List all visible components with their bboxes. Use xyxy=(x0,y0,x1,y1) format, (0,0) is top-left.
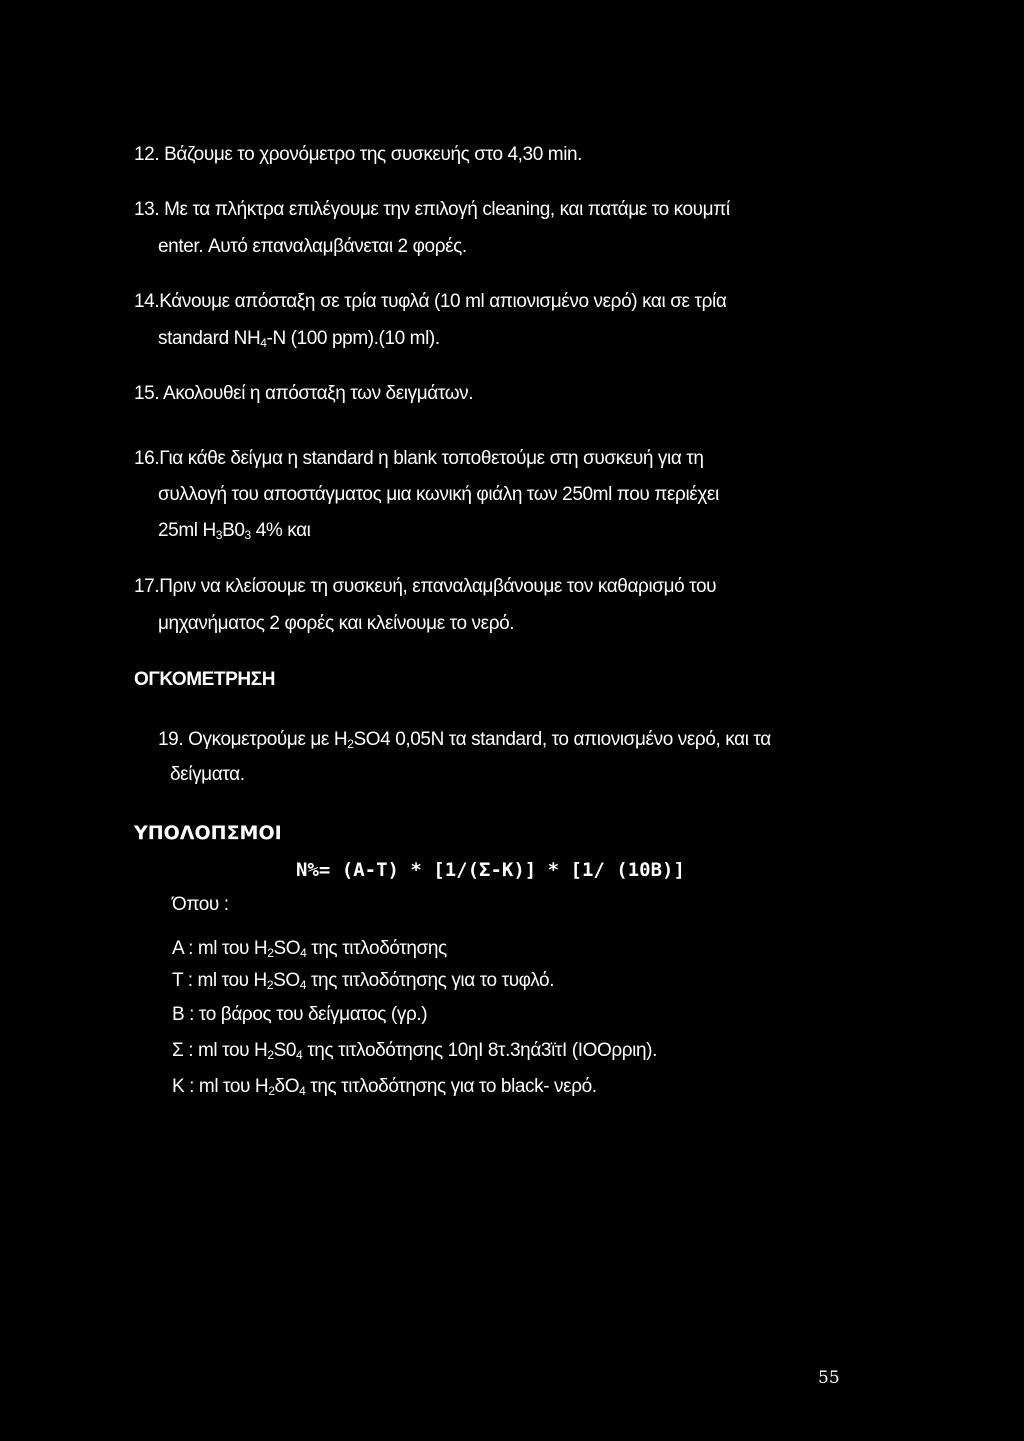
step-14-line-2: standard $NH_4-N$ (100 ppm).(10 ml). xyxy=(158,328,440,350)
step-14-line-1: 14.Κάνουμε απόσταξη σε τρία τυφλά (10 ml απιονισμένο νερό) και σε τρία xyxy=(134,291,727,312)
nitrogen-formula: N%= (A-T) * [1/(Σ-Κ)] * [1/ (10B)] xyxy=(296,859,685,881)
definition-b: B : το βάρος του δείγματος (γρ.) xyxy=(172,1004,428,1025)
definition-k: K : ml του $H_2\delta O_4$ της τιτλοδότησης για το black- νερό. xyxy=(172,1076,597,1098)
step-13-line-2: enter. Αυτό επαναλαμβάνεται 2 φορές. xyxy=(158,236,467,257)
definition-t: T : ml του $H_2SO_4$ της τιτλοδότησης για το τυφλό. xyxy=(172,970,555,992)
where-label: Όπου : xyxy=(172,894,229,915)
definition-a: A : ml του $H_2SO_4$ της τιτλοδότησης xyxy=(172,938,447,960)
titration-heading: ΟΓΚΟΜΕΤΡΗΣΗ xyxy=(134,669,276,690)
calculations-heading: ΥΠΟΛΟΠΣΜΟΙ xyxy=(134,822,282,844)
step-12: 12. Βάζουμε το χρονόμετρο της συσκευής στο 4,30 min. xyxy=(134,144,583,165)
step-16-line-3: 25ml $H_3B0_3$ 4% και xyxy=(158,520,311,542)
step-19-line-1: 19. Ογκομετρούμε με $H_2SO4$ 0,05N τα standard, το απιονισμένο νερό, και τα xyxy=(158,729,771,751)
definition-sigma: Σ : ml του $H_2S0_4$ της τιτλοδότησης 10ηΙ 8τ.3ηά3ϊτΙ (ΙΟΟρριη). xyxy=(172,1040,657,1062)
step-16-line-1: 16.Για κάθε δείγμα η standard η blank τοποθετούμε στη συσκευή για τη xyxy=(134,448,704,469)
step-16-line-2: συλλογή του αποστάγματος μια κωνική φιάλη των 250ml που περιέχει xyxy=(158,484,719,505)
step-17-line-2: μηχανήματος 2 φορές και κλείνουμε το νερό. xyxy=(158,613,515,634)
step-19-line-2: δείγματα. xyxy=(170,764,245,785)
page-number: 55 xyxy=(818,1368,840,1388)
step-17-line-1: 17.Πριν να κλείσουμε τη συσκευή, επαναλαμβάνουμε τον καθαρισμό του xyxy=(134,576,717,597)
step-13-line-1: 13. Με τα πλήκτρα επιλέγουμε την επιλογή cleaning, και πατάμε το κουμπί xyxy=(134,199,730,220)
step-15: 15. Ακολουθεί η απόσταξη των δειγμάτων. xyxy=(134,383,474,404)
